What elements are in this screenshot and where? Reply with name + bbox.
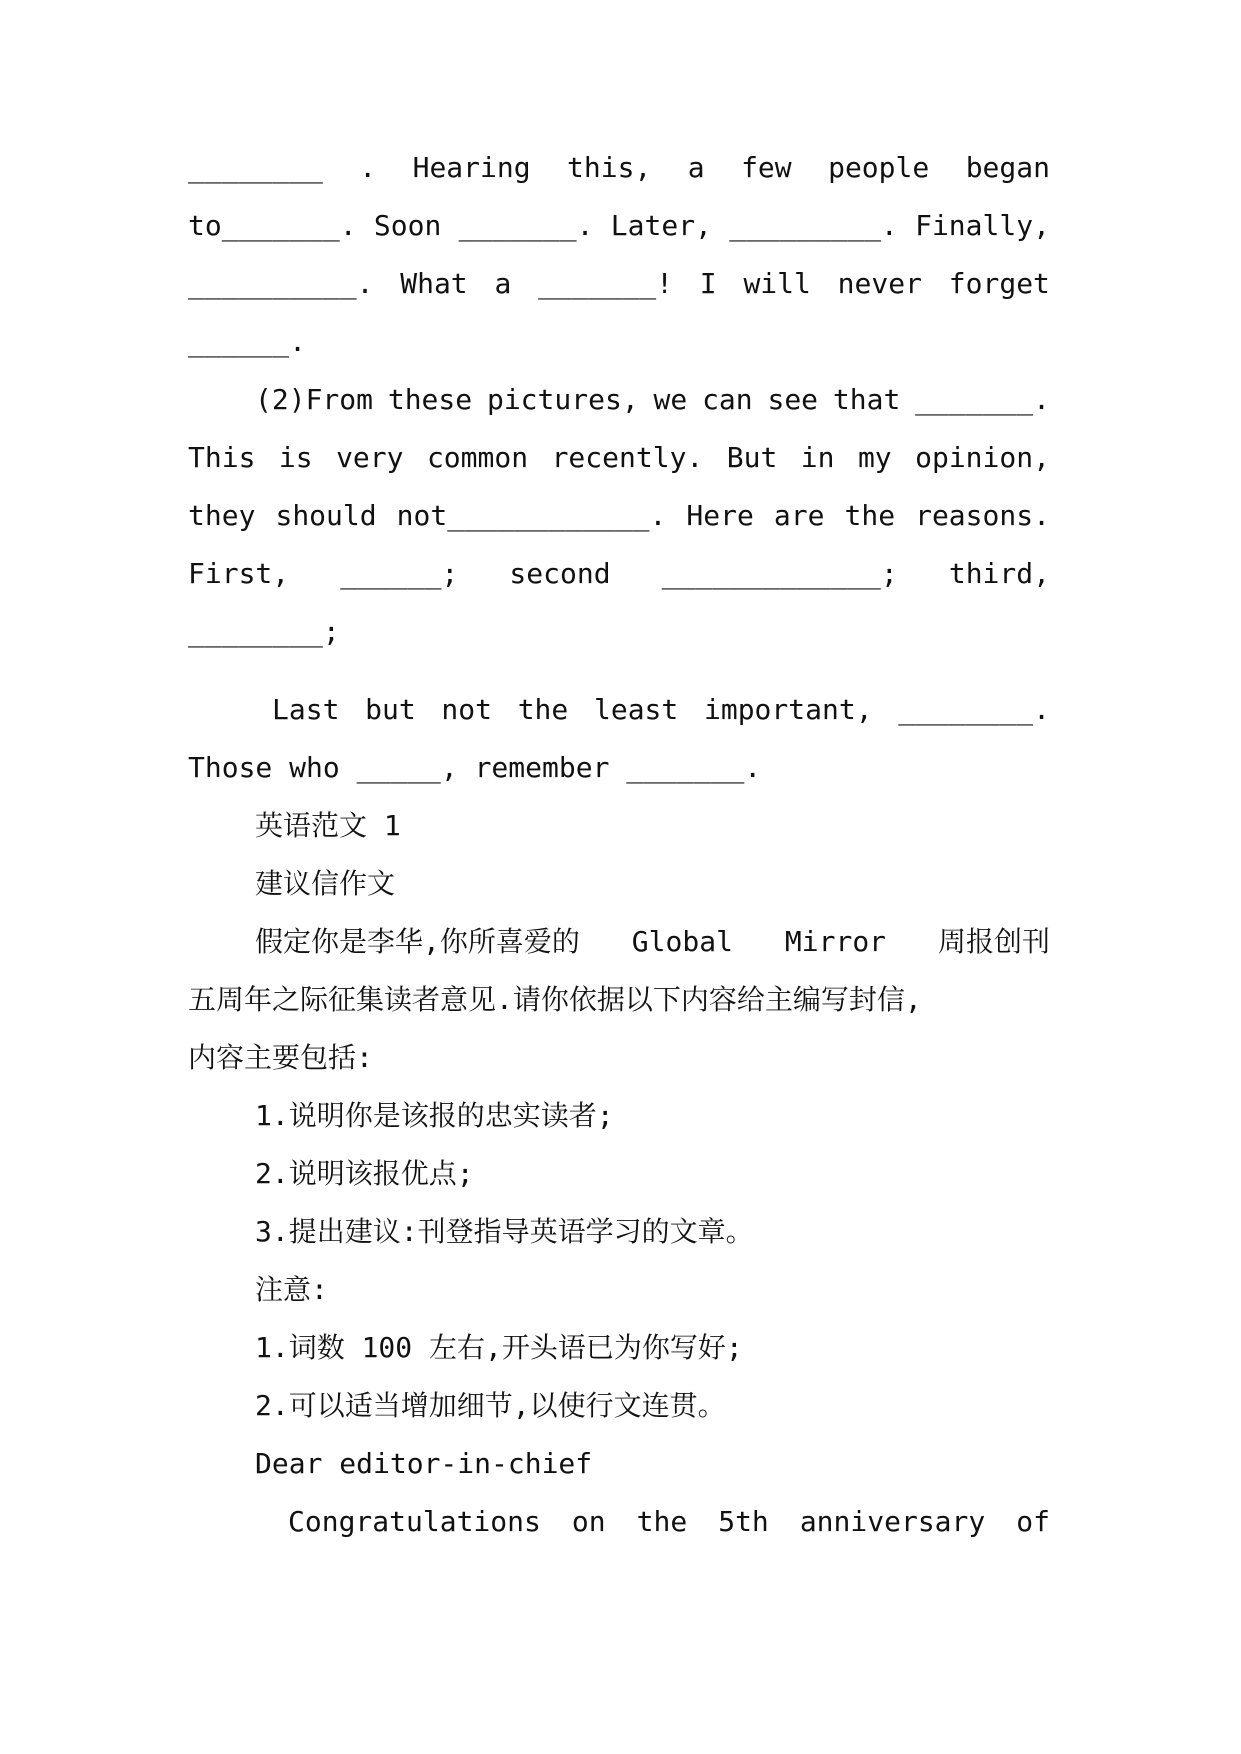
word: pictures, <box>486 383 639 416</box>
word: to_______. <box>188 209 357 242</box>
word: . <box>359 151 377 184</box>
sample-heading: 英语范文 1 <box>255 809 401 842</box>
word: they <box>188 499 256 532</box>
word: What <box>400 267 468 300</box>
word: forget <box>948 267 1050 300</box>
word: is <box>278 441 313 474</box>
word: Here <box>686 499 754 532</box>
word: First, <box>188 557 290 590</box>
word: Hearing <box>412 151 531 184</box>
word: Last <box>272 693 340 726</box>
word: not____________. <box>396 499 667 532</box>
para3-line2: Those who _____, remember _______. <box>188 751 762 784</box>
word: 假定你是李华,你所喜爱的 <box>255 925 580 958</box>
word: Global <box>631 925 733 958</box>
word: _______. <box>458 209 594 242</box>
word: (2)From <box>255 383 374 416</box>
word: important, <box>703 693 873 726</box>
requirement-item: 3.提出建议:刊登指导英语学习的文章。 <box>255 1215 754 1248</box>
word: reasons. <box>915 499 1050 532</box>
word: ______; <box>340 557 459 590</box>
word: opinion, <box>915 441 1050 474</box>
word: on <box>571 1505 606 1538</box>
word: a <box>494 267 512 300</box>
word: anniversary <box>799 1505 986 1538</box>
word: few <box>741 151 792 184</box>
word: Finally, <box>915 209 1050 242</box>
para1-line1 <box>188 148 1050 188</box>
requirement-item: 1.说明你是该报的忠实读者; <box>255 1099 614 1132</box>
para2-line4 <box>188 554 1050 594</box>
word: these <box>387 383 473 416</box>
para1-line2 <box>188 206 1050 246</box>
word: ________ <box>188 151 323 184</box>
prompt-line3: 内容主要包括: <box>188 1041 373 1074</box>
word: very <box>336 441 404 474</box>
para2-line1 <box>255 380 1050 420</box>
word: see <box>767 383 819 416</box>
word: Later, <box>610 209 712 242</box>
word: _______. <box>915 383 1050 416</box>
word: Congratulations <box>288 1505 541 1538</box>
word: began <box>965 151 1050 184</box>
word: least <box>593 693 679 726</box>
word: the <box>517 693 569 726</box>
word: not <box>441 693 492 726</box>
word: 5th <box>718 1505 769 1538</box>
word: should <box>275 499 377 532</box>
salutation: Dear editor-in-chief <box>255 1447 593 1480</box>
para1-line3 <box>188 264 1050 304</box>
para2-line5: ________; <box>188 615 340 648</box>
word: we <box>653 383 688 416</box>
word: _________. <box>729 209 898 242</box>
letter-line1 <box>288 1502 1050 1542</box>
para2-line3 <box>188 496 1050 536</box>
requirement-item: 2.说明该报优点; <box>255 1157 474 1190</box>
word: are <box>773 499 825 532</box>
word: the <box>636 1505 688 1538</box>
word: will <box>743 267 811 300</box>
word: my <box>857 441 892 474</box>
word: the <box>844 499 896 532</box>
word: a <box>687 151 705 184</box>
letter-heading: 建议信作文 <box>255 867 396 900</box>
word: this, <box>567 151 652 184</box>
word: Soon <box>373 209 442 242</box>
word: Mirror <box>784 925 887 958</box>
word: but <box>365 693 416 726</box>
word: second <box>509 557 611 590</box>
word: third, <box>948 557 1050 590</box>
prompt-line1 <box>255 922 1050 962</box>
note-item: 1.词数 100 左右,开头语已为你写好; <box>255 1331 743 1364</box>
word: _______! <box>538 267 673 300</box>
word: ________. <box>898 693 1050 726</box>
para1-line4: ______. <box>188 325 307 358</box>
word: _____________; <box>661 557 898 590</box>
word: __________. <box>188 267 374 300</box>
word: can <box>702 383 753 416</box>
word: recently. <box>551 441 704 474</box>
word: common <box>426 441 529 474</box>
word: This <box>188 441 256 474</box>
para3-line1 <box>272 690 1050 730</box>
word: 周报创刊 <box>937 925 1050 958</box>
word: that <box>832 383 901 416</box>
note-label: 注意: <box>255 1273 328 1306</box>
word: But <box>726 441 778 474</box>
word: never <box>837 267 922 300</box>
word: of <box>1016 1505 1050 1538</box>
prompt-line2: 五周年之际征集读者意见.请你依据以下内容给主编写封信, <box>188 983 922 1016</box>
word: people <box>828 151 930 184</box>
note-item: 2.可以适当增加细节,以使行文连贯。 <box>255 1389 726 1422</box>
word: I <box>699 267 717 300</box>
para2-line2 <box>188 438 1050 478</box>
word: in <box>800 441 835 474</box>
